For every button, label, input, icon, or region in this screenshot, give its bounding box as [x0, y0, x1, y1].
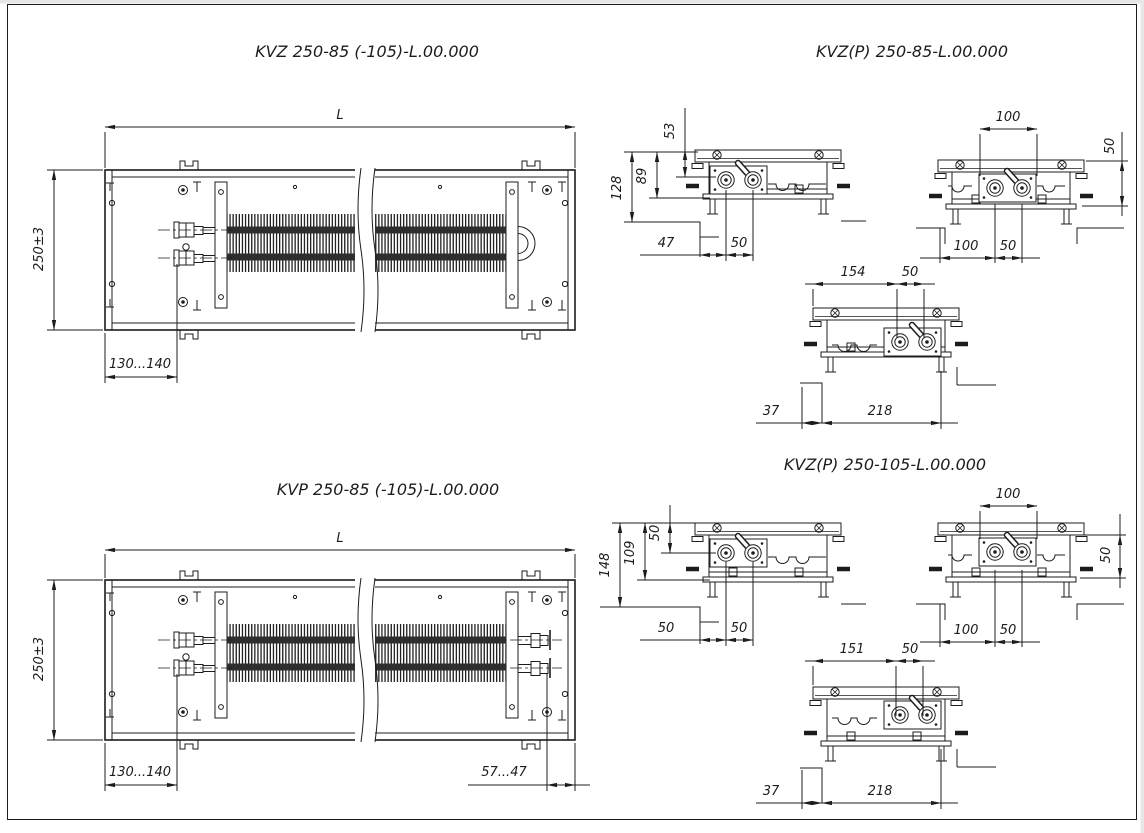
dim-kvp-outlet: 57...47: [481, 765, 527, 780]
dim-105-back-top: 100: [995, 487, 1021, 502]
kvz-plan-title: KVZ 250-85 (-105)-L.00.000: [255, 42, 479, 61]
dim-105-wall-offset: 50: [657, 621, 675, 636]
kvz-plan-view: [32, 42, 575, 383]
kvzp105-sections: [598, 455, 1126, 809]
dim-105-back-side: 50: [1099, 546, 1114, 564]
kvp-plan-view: [32, 480, 590, 791]
sheet-margin-right: [1141, 0, 1144, 833]
kvzp85-floor-section: [756, 265, 996, 429]
dim-85-floor-offset: 37: [762, 404, 780, 419]
dim-105-inner-height: 109: [623, 540, 638, 566]
dim-85-pipe-axis: 53: [663, 122, 678, 140]
kvp-plan-title: KVP 250-85 (-105)-L.00.000: [276, 480, 500, 499]
dim-105-pipe-axis: 50: [648, 524, 663, 542]
dim-kvp-height: 250±3: [32, 637, 47, 681]
dim-105-total-height: 148: [598, 552, 613, 578]
dim-85-floor-depth: 218: [867, 404, 893, 419]
kvzp105-front-section: [598, 505, 866, 646]
dim-kvp-length: L: [336, 531, 344, 546]
kvzp85-back-section: [916, 110, 1128, 263]
dim-85-inner-height: 89: [635, 167, 650, 185]
dim-kvz-length: L: [336, 108, 344, 123]
kvzp105-title: KVZ(P) 250-105-L.00.000: [783, 455, 987, 474]
dim-105-back-bottom: 100: [953, 623, 979, 638]
dim-85-floor-top: 154: [840, 265, 866, 280]
dim-105-pipe-gap: 50: [730, 621, 748, 636]
kvzp85-front-section: [610, 108, 866, 261]
kvzp105-back-section: [916, 487, 1126, 647]
kvzp85-title: KVZ(P) 250-85-L.00.000: [815, 42, 1009, 61]
dim-85-back-side: 50: [1103, 137, 1118, 155]
kvzp85-sections: [610, 42, 1128, 429]
dim-105-back-bottom-gap: 50: [999, 623, 1017, 638]
dim-105-floor-top: 151: [839, 642, 865, 657]
kvzp105-floor-section: [756, 642, 996, 809]
dim-kvp-inlet: 130...140: [108, 765, 172, 780]
dim-85-pipe-gap: 50: [730, 236, 748, 251]
u-bend: [518, 227, 535, 261]
dim-kvz-height: 250±3: [32, 227, 47, 271]
dim-105-floor-offset: 37: [762, 784, 780, 799]
dim-85-wall-offset: 47: [657, 236, 675, 251]
dim-85-back-bottom: 100: [953, 239, 979, 254]
dim-105-floor-depth: 218: [867, 784, 893, 799]
dim-85-back-bottom-gap: 50: [999, 239, 1017, 254]
dim-85-total-height: 128: [610, 175, 625, 201]
dim-85-floor-top-gap: 50: [901, 265, 919, 280]
sheet-margin-top: [0, 0, 1144, 4]
dim-kvz-inlet: 130...140: [108, 357, 172, 372]
dim-105-floor-top-gap: 50: [901, 642, 919, 657]
dim-85-back-top: 100: [995, 110, 1021, 125]
